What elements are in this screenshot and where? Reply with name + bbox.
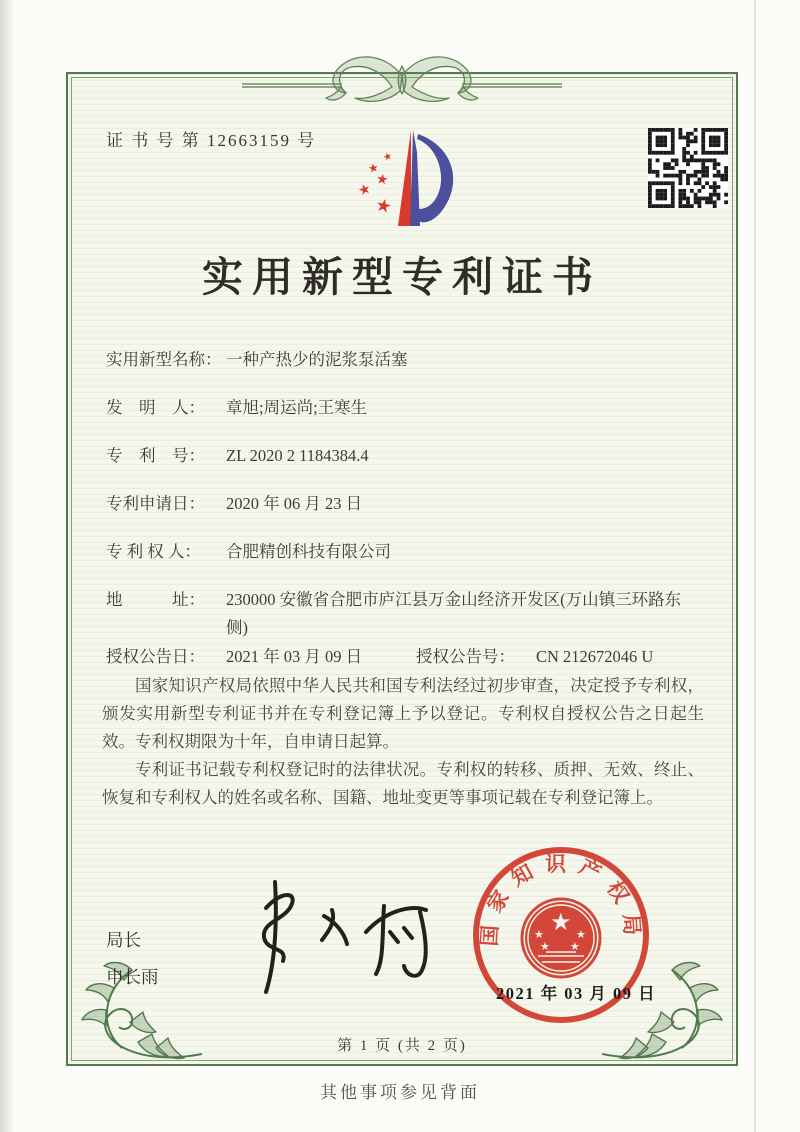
field-row-name <box>106 346 706 374</box>
legal-text <box>102 672 704 812</box>
field-value: 合肥精创科技有限公司 <box>226 542 391 561</box>
scan-shadow-right <box>754 0 756 1132</box>
grant-date-value: 2021 年 03 月 09 日 <box>226 647 363 666</box>
svg-text:★: ★ <box>374 171 390 189</box>
page-number: 第 1 页 (共 2 页) <box>337 1038 467 1054</box>
signer-title: 局长 <box>106 930 141 950</box>
field-list <box>106 346 706 671</box>
legal-paragraph-1: 国家知识产权局依照中华人民共和国专利法经过初步审查，决定授予专利权，颁发实用新型专利证书并在专利登记簿上予以登记。专利权自授权公告之日起生效。专利权期限为十年，自申请日起算。 <box>102 676 704 751</box>
svg-text:★: ★ <box>382 150 394 164</box>
svg-text:★: ★ <box>366 160 380 176</box>
certificate-title: 实用新型专利证书 <box>202 254 602 300</box>
field-label: 实用新型名称： <box>106 350 222 369</box>
field-value: 2020 年 06 月 23 日 <box>226 494 363 513</box>
field-row-address <box>106 586 706 642</box>
svg-text:★: ★ <box>356 180 374 200</box>
commissioner-signature-icon <box>214 874 454 1004</box>
field-label: 地 址： <box>106 590 205 609</box>
field-label: 专 利 号： <box>106 446 205 465</box>
legal-paragraph-2: 专利证书记载专利权登记时的法律状况。专利权的转移、质押、无效、终止、恢复和专利权人的姓名或名称、国籍、地址变更等事项记载在专利登记簿上。 <box>102 760 704 807</box>
svg-text:★: ★ <box>534 928 544 941</box>
field-row-filing-date <box>106 490 706 518</box>
field-row-patent-number <box>106 442 706 470</box>
scan-shadow-left <box>0 0 14 1132</box>
signer-block <box>106 922 159 996</box>
grant-number-value: CN 212672046 U <box>536 647 654 666</box>
seal-date: 2021 年 03 月 09 日 <box>496 984 657 1003</box>
field-value: ZL 2020 2 1184384.4 <box>226 446 369 465</box>
certificate-number: 证 书 号 第 12663159 号 <box>106 131 317 150</box>
field-value: 一种产热少的泥浆泵活塞 <box>226 350 408 369</box>
field-label: 专 利 权 人： <box>106 542 201 561</box>
back-side-note: 其他事项参见背面 <box>320 1083 480 1102</box>
field-value: 230000 安徽省合肥市庐江县万金山经济开发区(万山镇三环路东侧) <box>226 590 682 637</box>
svg-text:★: ★ <box>540 940 550 953</box>
national-emblem <box>522 899 600 977</box>
grant-number-label: 授权公告号： <box>416 647 515 666</box>
field-value: 章旭;周运尚;王寒生 <box>226 398 368 417</box>
signer-name: 申长雨 <box>106 967 159 987</box>
field-row-grant <box>106 643 706 671</box>
field-row-patentee <box>106 538 706 566</box>
seal-text: 国家知识产权局 <box>477 851 645 947</box>
cnipa-patent-logo-icon <box>340 122 474 234</box>
field-label: 专利申请日： <box>106 494 205 513</box>
svg-text:★: ★ <box>373 194 394 219</box>
svg-text:★: ★ <box>576 928 586 941</box>
svg-text:★: ★ <box>570 940 580 953</box>
field-label: 发 明 人： <box>106 398 205 417</box>
top-leaf-flourish-icon <box>242 44 562 108</box>
field-row-inventors <box>106 394 706 422</box>
grant-date-label: 授权公告日： <box>106 647 205 666</box>
qr-code-icon <box>648 128 728 208</box>
certificate-border-frame <box>66 72 738 1066</box>
svg-text:★: ★ <box>550 908 572 936</box>
